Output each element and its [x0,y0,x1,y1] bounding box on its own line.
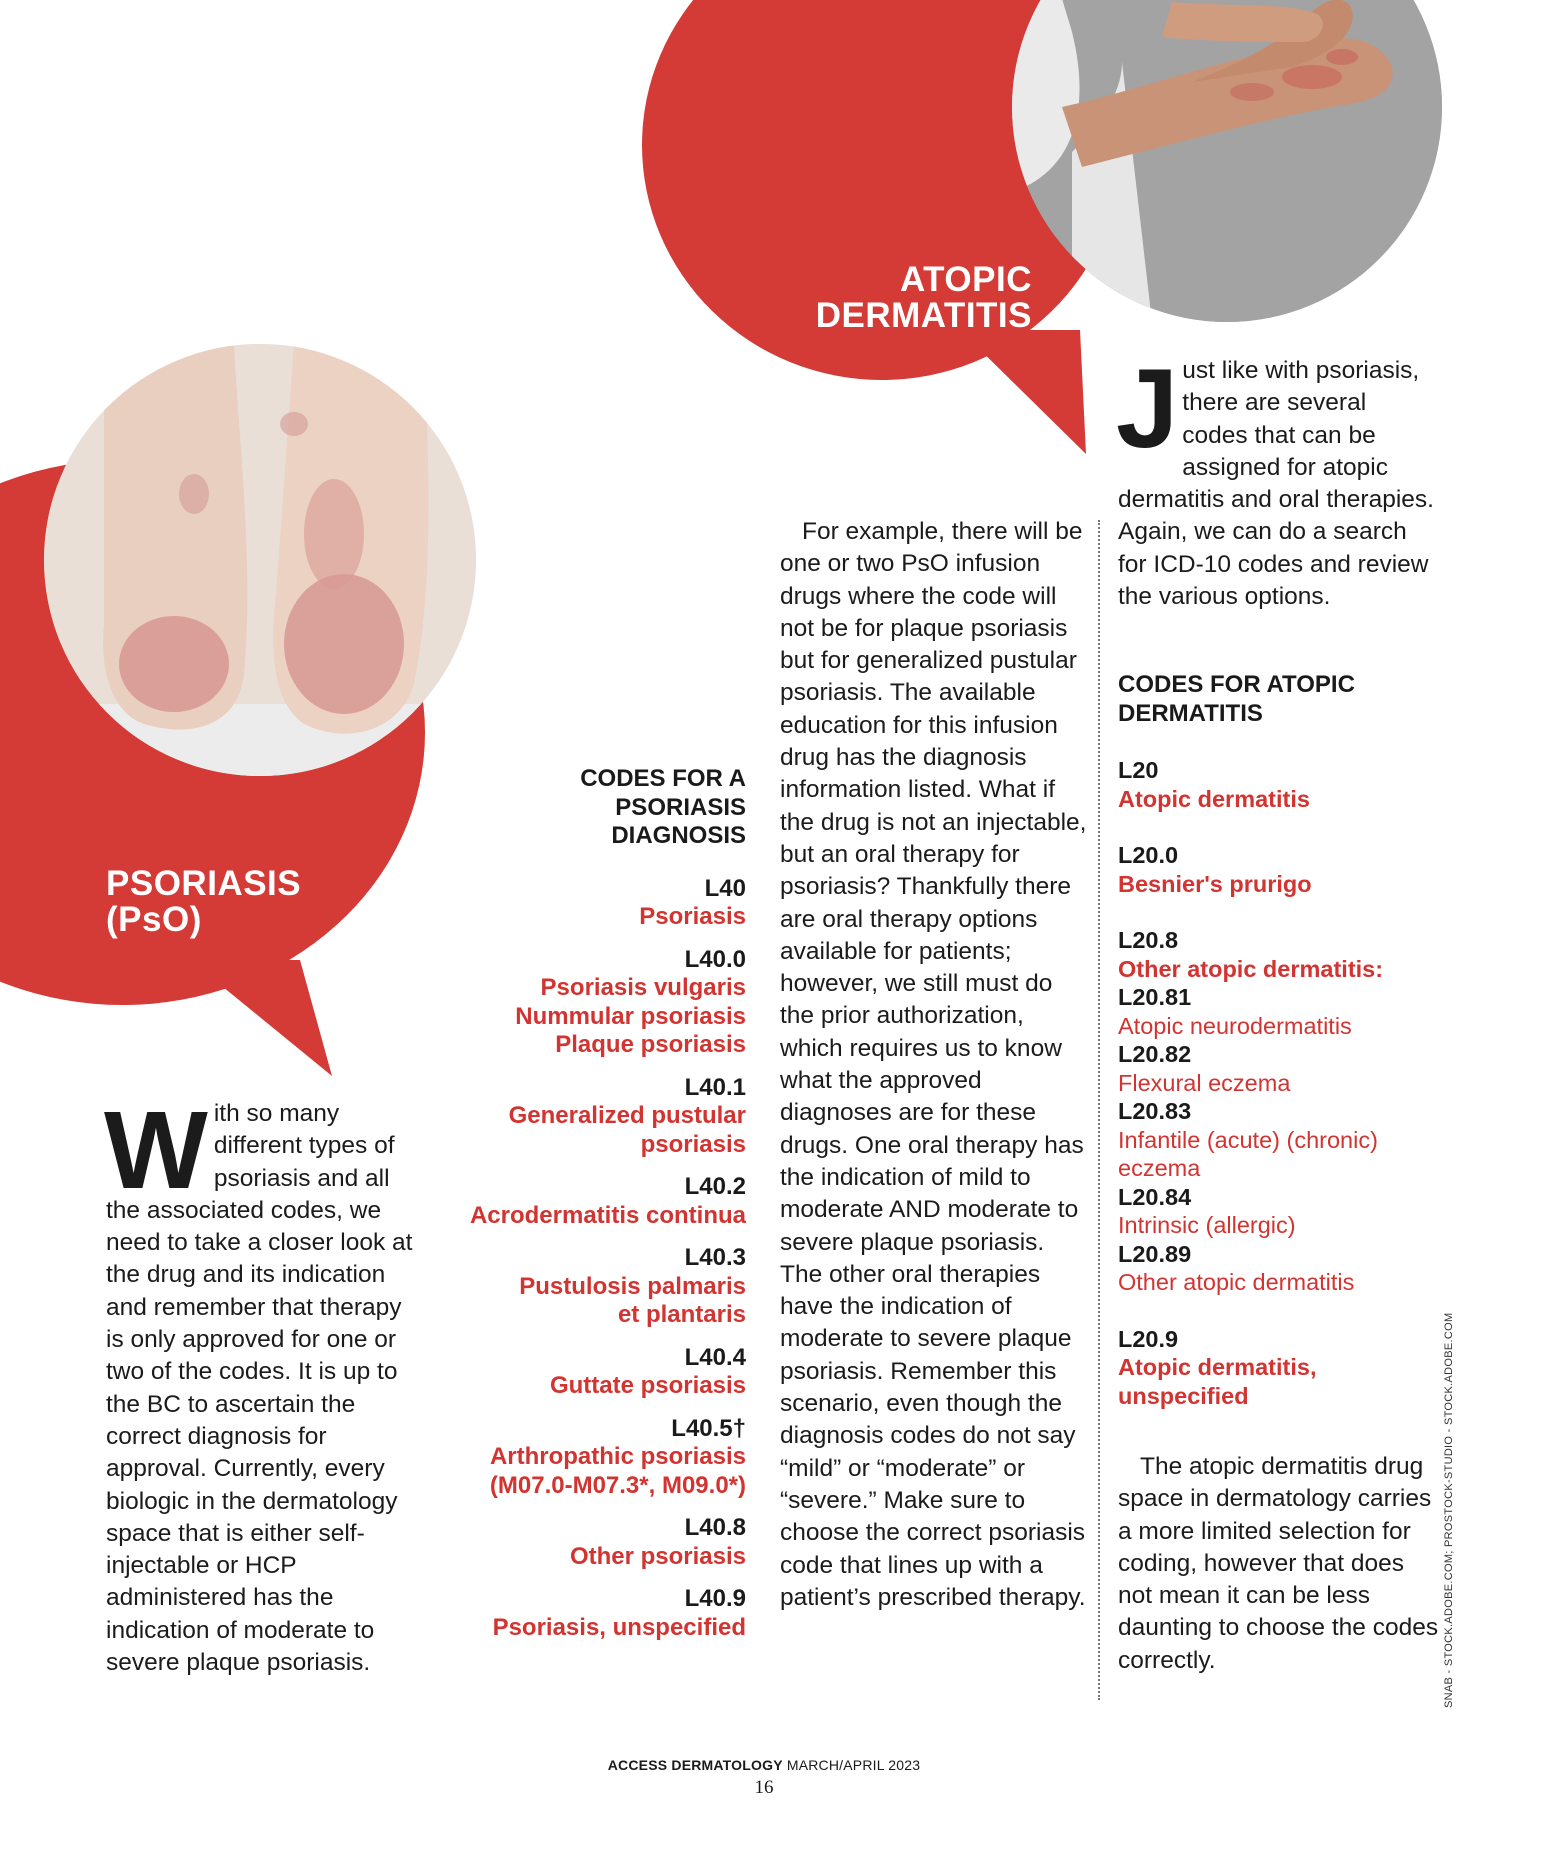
atopic-subcode: L20.81 [1118,984,1192,1010]
psoriasis-code-entry [440,875,746,932]
psoriasis-code: L40.9 [684,1585,746,1612]
psoriasis-code: L40.0 [684,945,746,973]
atopic-subcode-name: Flexural eczema [1118,1069,1291,1096]
atopic-code-name: Other atopic dermatitis: [1118,955,1384,982]
atopic-code-name: Besnier's prurigo [1118,870,1312,897]
psoriasis-code: L40.4 [684,1343,746,1371]
psoriasis-code: L40.8 [684,1514,746,1541]
psoriasis-code-name: Psoriasis [639,903,746,930]
psoriasis-code-entry [440,1415,746,1501]
atopic-code-entry [1118,926,1448,1297]
psoriasis-elbow-photo [44,344,476,776]
psoriasis-intro-rest: and all the associated codes, we need to take a closer look at the drug and its indication and remember that therapy is only approved for one or two of the codes. It is up to the BC to ascertain the correct diagnosis for approval. Currently, every biologic in the dermatology space that is either self-injectable or HCP administered has the indication of moderate to severe plaque psoriasis. [106,1164,413,1677]
psoriasis-code-name: Arthropathic psoriasis [489,1443,746,1470]
psoriasis-code: L40.1 [684,1073,746,1101]
atopic-codes-heading: CODES FOR ATOPIC DERMATITIS [1118,671,1355,727]
atopic-code-entry [1118,756,1448,813]
page-footer [464,1757,1064,1799]
atopic-subcode-name: Infantile (acute) (chronic) eczema [1118,1126,1378,1181]
psoriasis-dropcap: W [104,1089,208,1212]
psoriasis-intro [104,1089,416,1679]
atopic-dropcap: J [1116,346,1179,471]
psoriasis-code-entry [440,946,746,1060]
psoriasis-intro-first: ith so many different types of psoriasis [213,1100,395,1192]
psoriasis-code: L40.3 [684,1244,746,1271]
atopic-subcode: L20.82 [1118,1041,1192,1067]
atopic-code-entry [1118,1325,1448,1411]
psoriasis-code-entry [440,1514,746,1571]
psoriasis-codes-list [440,875,746,1643]
psoriasis-code-name: Plaque psoriasis [555,1031,746,1058]
psoriasis-code-entry [440,1585,746,1642]
psoriasis-codes-heading: CODES FOR A PSORIASIS DIAGNOSIS [580,765,746,849]
psoriasis-code-name: et plantaris [617,1301,746,1328]
column-divider [1098,520,1100,1700]
atopic-intro [1116,346,1438,613]
atopic-code-name: Atopic dermatitis, unspecified [1118,1354,1317,1409]
psoriasis-code-name: Nummular psoriasis [515,1002,746,1030]
atopic-subcode: L20.83 [1118,1098,1192,1124]
psoriasis-codes-column [440,765,746,1656]
psoriasis-heading: PSORIASIS (PsO) [106,864,302,939]
atopic-subcode: L20.84 [1118,1183,1192,1210]
psoriasis-code-name: Psoriasis, unspecified [492,1613,746,1641]
psoriasis-code-name: Other psoriasis [569,1542,746,1570]
atopic-code: L20.9 [1118,1325,1179,1352]
atopic-closing [1118,1451,1440,1677]
psoriasis-code-name: Psoriasis vulgaris [540,974,746,1001]
atopic-closing-paragraph: The atopic dermatitis drug space in dermatology carries a more limited selection for coding, however that does not mean it can be less daunting to choose the codes correctly. [1118,1453,1439,1674]
atopic-bubble-tail [960,330,1100,460]
psoriasis-bubble-tail [190,960,340,1080]
atopic-subcode-name: Intrinsic (allergic) [1118,1212,1296,1238]
atopic-heading: ATOPIC DERMATITIS [815,260,1032,335]
atopic-subcode-name: Other atopic dermatitis [1118,1269,1355,1295]
footer-publication: ACCESS DERMATOLOGY [607,1757,783,1773]
atopic-code: L20.0 [1118,842,1179,868]
page-number: 16 [754,1777,774,1798]
psoriasis-code-entry [440,1074,746,1160]
psoriasis-code-entry [440,1244,746,1330]
psoriasis-code: L40 [704,874,746,902]
atopic-code-name: Atopic dermatitis [1118,785,1310,812]
atopic-subcode-name: Atopic neurodermatitis [1118,1012,1352,1039]
psoriasis-code-name: Guttate psoriasis [549,1372,746,1399]
psoriasis-code-name: Pustulosis palmaris [519,1272,746,1300]
psoriasis-code-name: psoriasis [640,1130,746,1158]
psoriasis-code-name: (M07.0-M07.3*, M09.0*) [489,1471,746,1499]
psoriasis-code-name: Generalized pustular [508,1102,746,1129]
atopic-code: L20.8 [1118,927,1179,953]
psoriasis-code: L40.2 [684,1173,746,1200]
psoriasis-code-entry [440,1344,746,1401]
atopic-intro-text: ust like with psoriasis, there are several codes that can be assigned for atopic dermatitis and oral therapies. Again, we can do a search for ICD-10 codes and review the various options. [1118,357,1434,611]
atopic-subcode: L20.89 [1118,1240,1192,1267]
psoriasis-code-entry [440,1173,746,1230]
middle-paragraph: For example, there will be one or two PsO infusion drugs where the code will not be for plaque psoriasis but for generalized pustular psoriasis. The available education for this infusion drug has the diagnosis information listed. What if the drug is not an injectable, but an oral therapy for psoriasis? Thankfully there are oral therapy options available for patients; however, we still must do the prior authorization, which requires us to know what the approved diagnoses are for these drugs. One oral therapy has the indication of mild to moderate AND moderate to severe plaque psoriasis. The other oral therapies have the indication of moderate to severe plaque psoriasis. Remember this scenario, even though the diagnosis codes do not say “mild” or “moderate” or “severe.” Make sure to choose the correct psoriasis code that lines up with a patient’s prescribed therapy. [780,518,1087,1611]
psoriasis-code-name: Acrodermatitis continua [469,1201,746,1229]
footer-issue: MARCH/APRIL 2023 [786,1757,921,1773]
elbow-plaque-illustration [44,344,476,776]
atopic-code-entry [1118,841,1448,898]
atopic-code: L20 [1118,757,1159,783]
photo-credit: SNAB - STOCK.ADOBE.COM; PROSTOCK-STUDIO - STOCK.ADOBE.COM [1443,1312,1455,1708]
middle-text [780,516,1090,1614]
psoriasis-code: L40.5† [671,1414,746,1442]
atopic-codes-column [1118,671,1448,1438]
